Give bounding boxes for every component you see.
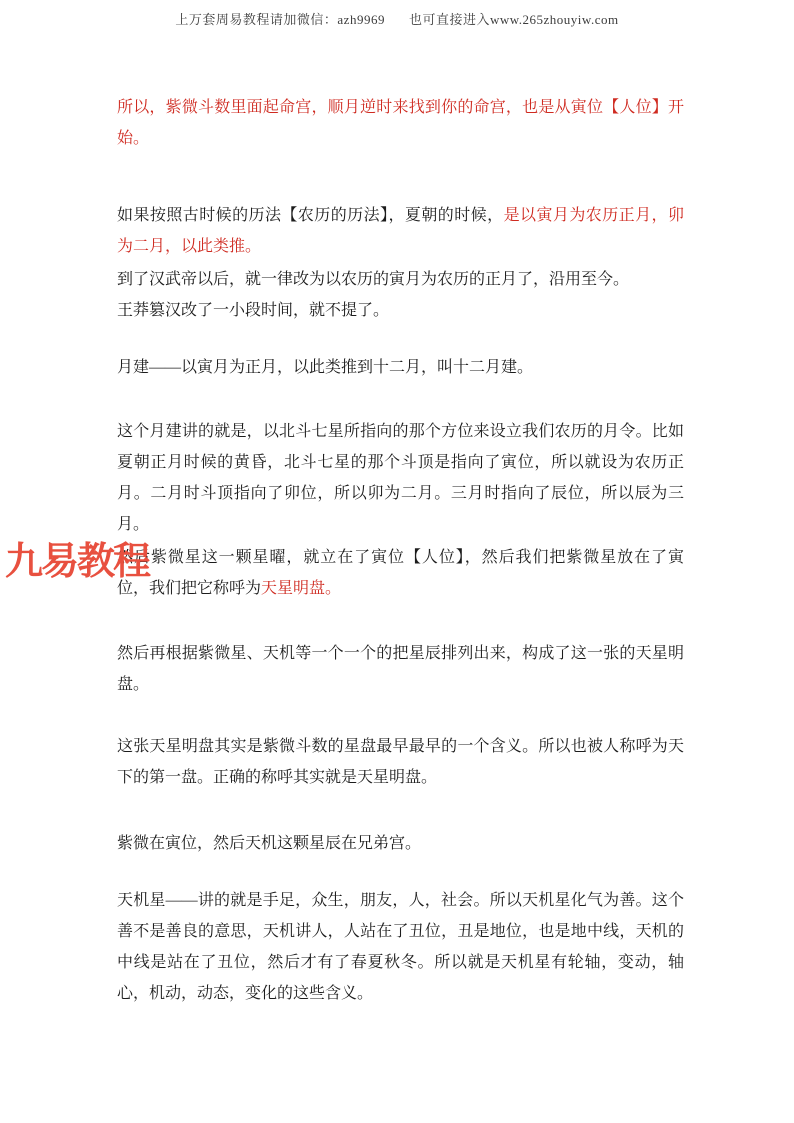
text-segment-red: 天星明盘。 <box>261 580 342 597</box>
paragraph-9 <box>117 731 684 793</box>
text-segment: 紫微在寅位，然后天机这颗星辰在兄弟宫。 <box>117 835 422 852</box>
text-segment: 到了汉武帝以后，就一律改为以农历的寅月为农历的正月了，沿用至今。 <box>117 271 630 288</box>
paragraph-11 <box>117 885 684 1009</box>
text-segment: 天机星——讲的就是手足，众生，朋友，人，社会。所以天机星化气为善。这个善不是善良的意思，天机讲人，人站在了丑位，丑是地位，也是地中线，天机的中线是站在了丑位，然后才有了春夏秋冬。所以就是天机星有轮轴，变动，轴心，机动，动态，变化的这些含义。 <box>117 892 684 1002</box>
text-segment: 月建——以寅月为正月，以此类推到十二月，叫十二月建。 <box>117 359 534 376</box>
text-segment: 如果按照古时候的历法【农历的历法】，夏朝的时候， <box>117 207 504 224</box>
paragraph-3 <box>117 264 684 295</box>
text-segment-red: 所以，紫微斗数里面起命宫，顺月逆时来找到你的命宫，也是从寅位【人位】开始。 <box>117 99 684 147</box>
paragraph-5 <box>117 352 684 383</box>
paragraph-1 <box>117 92 684 154</box>
paragraph-6 <box>117 416 684 540</box>
text-segment: 王莽篡汉改了一小段时间，就不提了。 <box>117 302 390 319</box>
page-header <box>0 9 794 28</box>
text-segment-red: 是以寅月为农历正月，卯为二月，以此类推。 <box>117 207 684 255</box>
paragraph-10 <box>117 828 684 859</box>
header-text-right: 也可直接进入www.265zhouyiw.com <box>408 12 619 27</box>
header-text-left: 上万套周易教程请加微信：azh9969 <box>175 12 385 27</box>
watermark-logo: 九易教程 <box>5 541 150 583</box>
text-segment: 然后紫微星这一颗星曜，就立在了寅位【人位】，然后我们把紫微星放在了寅位，我们把它称呼为 <box>117 549 684 597</box>
text-segment: 这个月建讲的就是，以北斗七星所指向的那个方位来设立我们农历的月令。比如夏朝正月时候的黄昏，北斗七星的那个斗顶是指向了寅位，所以就设为农历正月。二月时斗顶指向了卯位，所以卯为二月。三月时指向了辰位，所以辰为三月。 <box>117 423 684 533</box>
paragraph-8 <box>117 638 684 700</box>
text-segment: 然后再根据紫微星、天机等一个一个的把星辰排列出来，构成了这一张的天星明盘。 <box>117 645 684 693</box>
paragraph-4 <box>117 295 684 326</box>
text-segment: 这张天星明盘其实是紫微斗数的星盘最早最早的一个含义。所以也被人称呼为天下的第一盘。正确的称呼其实就是天星明盘。 <box>117 738 684 786</box>
paragraph-7 <box>117 542 684 604</box>
paragraph-2 <box>117 200 684 262</box>
